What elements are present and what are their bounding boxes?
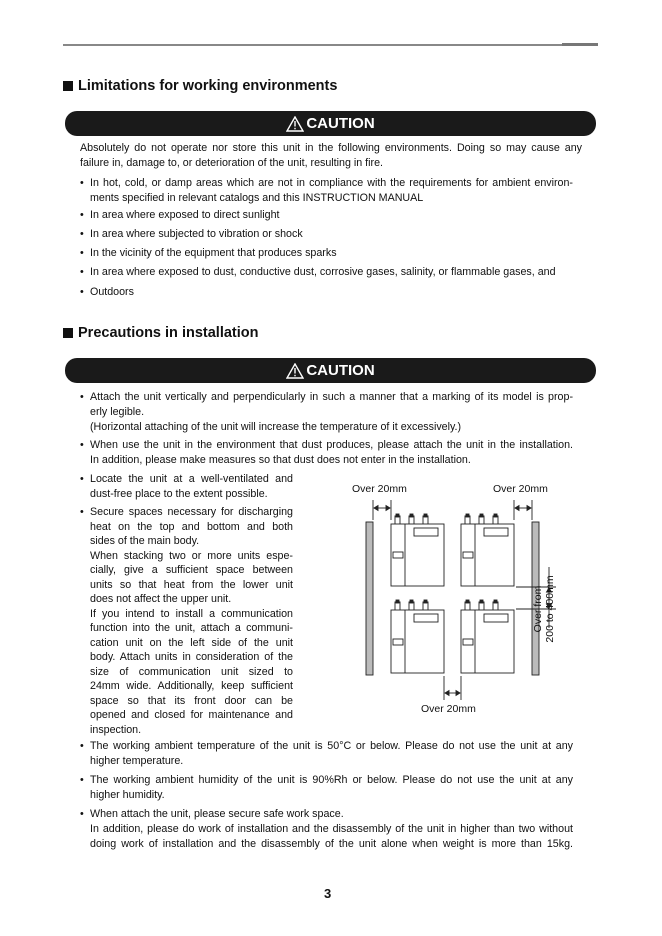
left-wall	[366, 522, 373, 675]
unit-bottom-left	[391, 600, 444, 673]
page-number: 3	[324, 886, 332, 901]
header-rule-accent	[562, 43, 598, 46]
section-heading-limitations: Limitations for working environments	[63, 78, 337, 94]
warning-triangle-icon	[286, 116, 304, 132]
caution-banner: CAUTION	[65, 111, 596, 136]
dimension-label-vertical: Over from 200 to 400mm	[532, 575, 556, 643]
dimension-label: Over 20mm	[493, 483, 548, 495]
warning-triangle-icon	[286, 363, 304, 379]
unit-top-right	[461, 514, 514, 586]
header-rule	[63, 44, 598, 46]
intro-line: Absolutely do not operate nor store this unit in the following environments. Doing so may cause any	[80, 142, 582, 154]
unit-bottom-right	[461, 600, 514, 673]
square-bullet-icon	[63, 81, 73, 91]
caution-banner: CAUTION	[65, 358, 596, 383]
dimension-label: Over 20mm	[421, 703, 476, 715]
unit-top-left	[391, 514, 444, 586]
intro-line: failure in, damage to, or deterioration of the unit, resulting in fire.	[80, 157, 383, 169]
section-heading-precautions: Precautions in installation	[63, 325, 258, 341]
square-bullet-icon	[63, 328, 73, 338]
dimension-label: Over 20mm	[352, 483, 407, 495]
